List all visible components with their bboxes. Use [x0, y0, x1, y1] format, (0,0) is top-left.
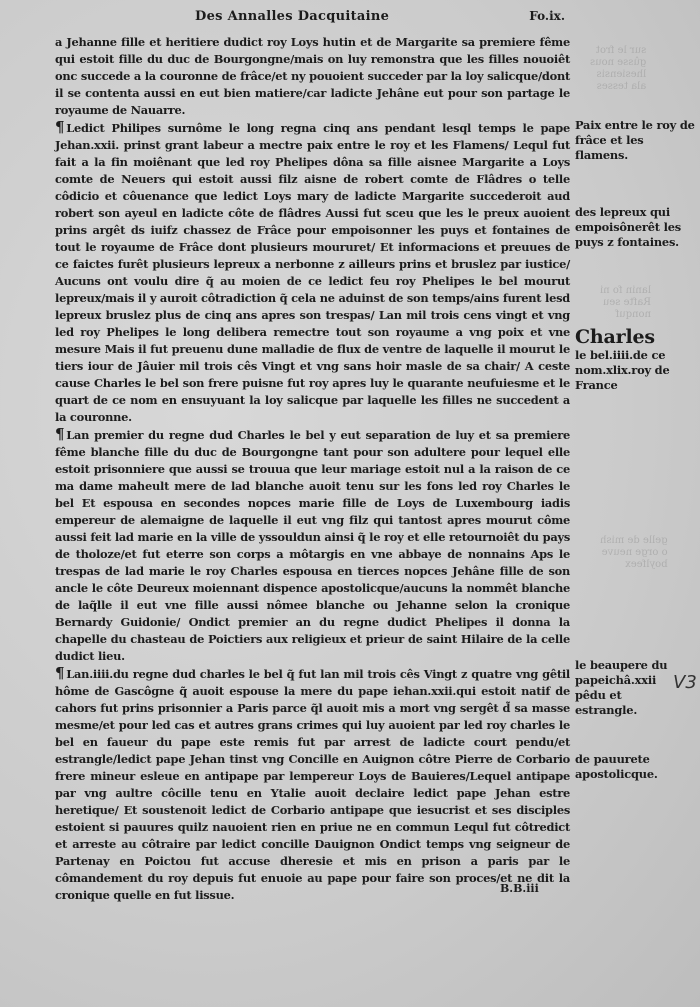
- running-header: [55, 9, 565, 29]
- margin-note-text: le bel.iiii.de ce nom.xlix.roy de France: [575, 348, 670, 392]
- main-text-column: [55, 34, 570, 904]
- margin-note: le beaupere du papeichâ.xxii pêdu et estrangle.: [575, 658, 668, 717]
- margin-note-charles: [575, 326, 695, 393]
- paragraph-text: Lan.iiii.du regne dud charles le bel q̃ fut lan mil trois cês Vingt z quatre vng gêtil hôme de Gascôgne q̃ auoit espouse la mere du pape iehan.xxii.qui estoit natif de cahors fut prins prisonnier a Paris parce q̃l auoit mis a mort vng sergêt d̃ sa masse mesme/et pour led cas et autres grans crimes qui luy auoient par led roy charles le bel en faueur du pape este remis fut par arrest de ladicte court pendu/et estrangle/ledict pape Jehan tinst vng Concille en Auignon côtre Pierre de Corbario frere mineur esleue en antipape par lempereur Loys de Bauieres/Lequel antipape par vng aultre côcille tenu en Ytalie auoit declaire ledict pape Jehan estre heretique/ Et soustenoit ledict de Corbario antipape que iesucrist et ses disciples estoient si pauures quilz nauoient rien en priue ne en commun Lequl fut côtredict et arreste au côtraire par ledict concille Dauignon Ondict temps vng seigneur de Partenay en Poictou fut accuse dheresie et mis en prison a paris par le cômandement du roy depuis fut enuoie au pape pour faire son proces/et ne dit la cronique quelle en fut lissue.: [55, 667, 570, 902]
- paragraph: [55, 665, 570, 904]
- header-title: Des Annalles Dacquitaine: [195, 9, 390, 24]
- paragraph-text: Ledict Philipes surnôme le long regna cinq ans pendant lesql temps le pape Jehan.xxii. prinst grant labeur a mectre paix entre le roy et les Flamens/ Lequl fut fait a la fin moiênant que led roy Phelipes dôna sa fille aisnee Margarite a Loys comte de Neuers qui estoit aussi filz aisne de robert comte de Flâdres o telle côdicio et côuenance que ledict Loys mary de ladicte Margarite succederoit aud robert son ayeul en ladicte côte de flâdres Aussi fut sceu que les le preux auoient prins argêt ds iuifz chassez de Frâce pour empoisonner les puys et fontaines de tout le royaume de Frâce dont plusieurs moururet/ Et informacions et preuues de ce faictes furêt plusieurs lepreux a nerbonne z ailleurs prins et bruslez par iustice/ Aucuns ont voulu dire q̃ au moien de ce ledict feu roy Phelipes le bel mourut lepreux/mais il y auroit côtradiction q̃ cela ne aduinst de son temps/ains furent lesd lepreux bruslez plus de cinq ans apres son trespas/ Lan mil trois cens vingt et vng led roy Phelipes le long delibera remectre tout son royaume a vng poix et vne mesure Mais il fut preuenu dune malladie de flux de ventre de laquelle il mourut le tiers iour de Jâuier mil trois cês Vingt et vng sans hoir masle de sa chair/ A ceste cause Charles le bel son frere puisne fut roy apres luy le quarante neufuiesme et le quart de ce nom en ensuyuant la loy salicque par laquelle les filles ne succedent a la couronne.: [55, 121, 570, 424]
- pilcrow-icon: ¶: [55, 664, 65, 682]
- margin-note: Paix entre le roy de frâce et les flamens.: [575, 118, 695, 162]
- paragraph: a Jehanne fille et heritiere dudict roy Loys hutin et de Margarite sa premiere fême qui estoit fille du duc de Bourgongne/mais on luy remonstra que les filles nouoiêt onc succede a la couronne de frâce/et ny pouoient succeder par la loy salicque/dont il se contenta aussi en eut bien matiere/car ladicte Jehâne eut pour son partage le royaume de Nauarre.: [55, 35, 570, 117]
- pilcrow-icon: ¶: [55, 425, 65, 443]
- signature-mark: B.B.iii: [500, 882, 539, 895]
- paragraph: [55, 119, 570, 426]
- bleed-through-text: lanin fo ni Rafte seu nonquf: [600, 285, 651, 320]
- margin-heading: Charles: [575, 326, 655, 348]
- pilcrow-icon: ¶: [55, 118, 65, 136]
- bleed-through-text: sur le frot gûsse nous lhesiensis ala tesses: [590, 45, 647, 92]
- margin-note: des lepreux qui empoisônerêt les puys z fontaines.: [575, 205, 681, 249]
- paragraph-text: Lan premier du regne dud Charles le bel y eut separation de luy et sa premiere fême blanche fille du duc de Bourgongne tant pour son adultere pour lequel elle estoit prisonniere que aussi se trouua que leur mariage estoit nul a la raison de ce ma dame maheult mere de lad blanche auoit tenu sur les fons led roy Charles le bel Et espousa en secondes nopces marie fille de Loys de Luxembourg iadis empereur de alemaigne de laquelle il eut vng filz qui tantost apres mourut côme aussi feit lad marie en la ville de yssouldun ainsi q̃ le roy et elle retournoiêt du pays de tholoze/et fut eterre son corps a môtargis en vne abbaye de nonnains Aps le trespas de lad marie le roy Charles espousa en tierces nopces Jehâne fille de son ancle le côte Deureux moiennant dispence apostolicque/aucuns la nommêt blanche de laq̃lle il eut vne fille aussi nômee blanche ou Jehanne selon la cronique Bernardy Guidonie/ Ondict premier an du regne dudict Phelipes il donna la chapelle du chasteau de Poictiers aux religieux et prieur de saint Hilaire de la celle dudict lieu.: [55, 428, 570, 663]
- margin-note: de pauurete apostolicque.: [575, 752, 658, 781]
- bleed-through-text: gelle de mish o orge neuve boylfeex: [600, 535, 668, 570]
- handwritten-mark: V3: [673, 672, 697, 693]
- folio-number: Fo.ix.: [529, 9, 565, 23]
- paragraph: [55, 426, 570, 665]
